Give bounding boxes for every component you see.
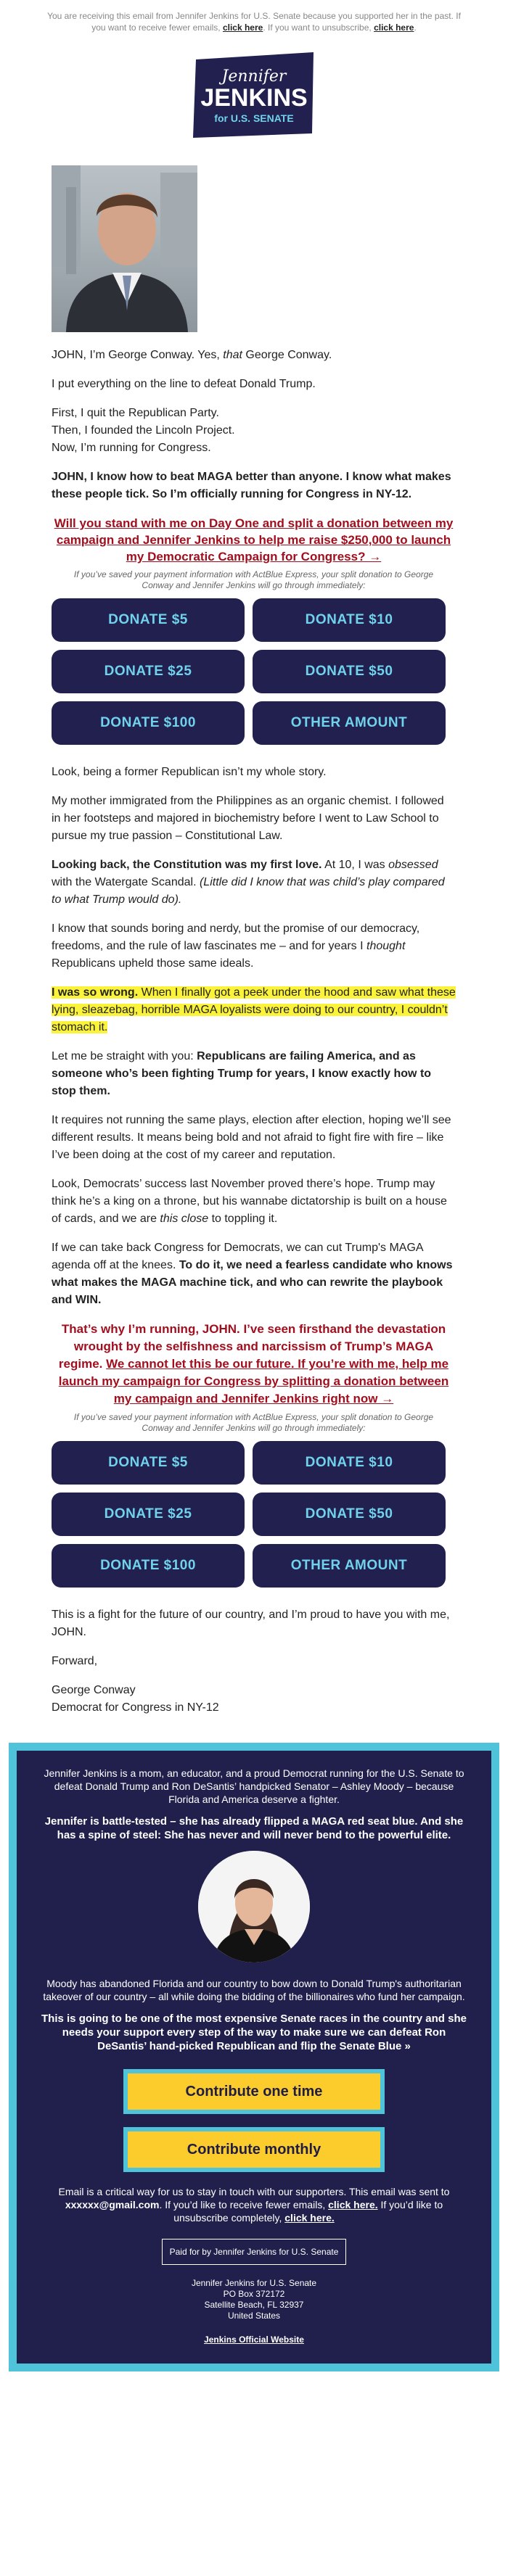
signature-name: George Conway bbox=[52, 1684, 136, 1696]
paragraph: This is a fight for the future of our country, and I’m proud to have you with me, JOHN. bbox=[52, 1609, 450, 1638]
actblue-note: If you’ve saved your payment information with ActBlue Express, your split donation to George Conway and Jennifer Jenkins will go through immediately: bbox=[73, 569, 434, 590]
paragraph: Looking back, the Constitution was my first love. At 10, I was obsessed with the Watergate Scandal. (Little did I know that was child’s play compared to what Trump would do). bbox=[52, 859, 445, 906]
footer-intro: Jennifer Jenkins is a mom, an educator, and a proud Democrat running for the U.S. Senate to defeat Donald Trump and Ron DeSantis’ handpicked Senator – Ashley Moody – because Florida and America deserve a fighter. bbox=[44, 1767, 464, 1805]
closing: Forward, bbox=[52, 1655, 98, 1667]
highlighted-paragraph: I was so wrong. When I finally got a peek under the hood and saw what these lying, sleazebag, horrible MAGA loyalists were doing to our country, I couldn’t stomach it. bbox=[52, 986, 456, 1033]
donate-button-grid bbox=[52, 598, 456, 745]
jennifer-jenkins-photo bbox=[198, 1851, 310, 1962]
paragraph: Let me be straight with you: Republicans are failing America, and as someone who’s been fighting Trump for years, I know exactly how to stop them. bbox=[52, 1050, 432, 1097]
top-notice bbox=[0, 0, 508, 33]
footer-bold-1: Jennifer is battle-tested – she has already flipped a MAGA red seat blue. And she has a spine of steel: She has never and will never bend to the powerful elite. bbox=[44, 1815, 464, 1841]
logo-graphic bbox=[192, 52, 316, 138]
mailing-address: Jennifer Jenkins for U.S. Senate PO Box 372172 Satellite Beach, FL 32937 United States bbox=[191, 2278, 317, 2321]
recipient-email: xxxxxx@gmail.com bbox=[65, 2199, 160, 2210]
signature bbox=[52, 1682, 456, 1717]
donate-50-button[interactable]: DONATE $50 bbox=[253, 1493, 446, 1536]
paragraph: If we can take back Congress for Democrats, we can cut Trump's MAGA agenda off at the knees. To do it, we need a fearless candidate who knows what makes the MAGA machine tick, and who can rewrite the playbook and WIN. bbox=[52, 1242, 453, 1306]
donate-100-button[interactable]: DONATE $100 bbox=[52, 701, 245, 745]
footer-panel bbox=[9, 1743, 499, 2371]
footer-bold-2: This is going to be one of the most expensive Senate races in the country and she needs your support every step of the way to make sure we can defeat Ron DeSantis’ hand-picked Republican and flip the Senate Blue » bbox=[41, 2012, 467, 2052]
history-paragraph: First, I quit the Republican Party. Then, I founded the Lincoln Project. Now, I’m running for Congress. bbox=[52, 407, 235, 454]
letter-body bbox=[0, 347, 508, 1717]
donation-cta-link[interactable]: Will you stand with me on Day One and split a donation between my campaign and Jennifer Jenkins to help me raise $250,000 to launch my Democratic Campaign for Congress? → bbox=[54, 516, 454, 564]
donate-5-button[interactable]: DONATE $5 bbox=[52, 598, 245, 642]
contribute-one-time-button[interactable]: Contribute one time bbox=[123, 2069, 385, 2114]
logo-line2: JENKINS bbox=[200, 84, 308, 112]
actblue-note: If you’ve saved your payment information with ActBlue Express, your split donation to George Conway and Jennifer Jenkins will go through immediately: bbox=[73, 1412, 434, 1433]
donate-5-button[interactable]: DONATE $5 bbox=[52, 1441, 245, 1485]
official-website-link[interactable]: Jenkins Official Website bbox=[204, 2334, 304, 2345]
portrait-graphic bbox=[52, 165, 197, 332]
donate-other-button[interactable]: OTHER AMOUNT bbox=[253, 1544, 446, 1588]
donate-25-button[interactable]: DONATE $25 bbox=[52, 1493, 245, 1536]
paragraph: Look, Democrats’ success last November proved there’s hope. Trump may think he’s a king on a throne, but his wannabe dictatorship is built on a house of cards, and we are this close to toppling it. bbox=[52, 1178, 447, 1225]
george-conway-photo bbox=[52, 165, 197, 332]
fewer-emails-link[interactable]: click here bbox=[222, 22, 263, 33]
bold-paragraph: JOHN, I know how to beat MAGA better than anyone. I know what makes these people tick. So I’m officially running for Congress in NY-12. bbox=[52, 471, 451, 500]
donate-10-button[interactable]: DONATE $10 bbox=[253, 1441, 446, 1485]
unsubscribe-link[interactable]: click here. bbox=[284, 2212, 335, 2224]
notice-text: . If you want to unsubscribe, bbox=[263, 22, 374, 33]
donate-button-grid-2 bbox=[52, 1441, 456, 1588]
donate-10-button[interactable]: DONATE $10 bbox=[253, 598, 446, 642]
notice-text: You are receiving this email from Jennifer Jenkins for U.S. Senate because you supported her in the past. If you want to receive fewer emails, bbox=[47, 11, 461, 33]
donate-25-button[interactable]: DONATE $25 bbox=[52, 650, 245, 693]
avatar-graphic bbox=[198, 1851, 310, 1962]
paragraph: It requires not running the same plays, election after election, hoping we’ll see different results. It means being bold and not afraid to fight fire with fire – like I’ve been doing at the cost of my career and reputation. bbox=[52, 1114, 451, 1161]
notice-text: . bbox=[414, 22, 417, 33]
second-cta bbox=[52, 1321, 456, 1408]
paragraph: I know that sounds boring and nerdy, but the promise of our democracy, freedoms, and the rule of law fascinates me – and for years I thought Republicans upheld those same ideals. bbox=[52, 922, 420, 970]
footer-paragraph: Moody has abandoned Florida and our country to bow down to Donald Trump's authoritarian takeover of our country – all while doing the bidding of the billionaires who fund her campaign. bbox=[43, 1978, 465, 2002]
donate-other-button[interactable]: OTHER AMOUNT bbox=[253, 701, 446, 745]
paid-for-box: Paid for by Jennifer Jenkins for U.S. Senate bbox=[162, 2239, 347, 2265]
signature-title: Democrat for Congress in NY-12 bbox=[52, 1701, 219, 1714]
paragraph: My mother immigrated from the Philippines as an organic chemist. I followed in her footsteps and majored in biochemistry before I went to Law School to pursue my true passion – Constitutional Law. bbox=[52, 795, 444, 842]
fewer-emails-link[interactable]: click here. bbox=[328, 2199, 378, 2210]
logo-line3: for U.S. SENATE bbox=[214, 112, 294, 124]
cta-text: That’s why I’m running, JOHN. I’ve seen firsthand the devastation wrought by the selfishness and narcissism of Trump’s MAGA regime. bbox=[58, 1322, 446, 1371]
greeting-paragraph: JOHN, I’m George Conway. Yes, that George Conway. bbox=[52, 349, 332, 361]
logo-line1: Jennifer bbox=[221, 67, 287, 86]
donate-50-button[interactable]: DONATE $50 bbox=[253, 650, 446, 693]
jenkins-logo bbox=[192, 52, 316, 138]
donation-cta-link-2[interactable]: We cannot let this be our future. If you’re with me, help me launch my campaign for Congress by splitting a donation between my campaign and Jennifer Jenkins right now → bbox=[58, 1357, 449, 1405]
donate-100-button[interactable]: DONATE $100 bbox=[52, 1544, 245, 1588]
footer-email-note: Email is a critical way for us to stay in touch with our supporters. This email was sent to xxxxxx@gmail.com. If you’d like to receive fewer emails, click here. If you’d like to unsubscribe completely, click here. bbox=[58, 2186, 450, 2224]
paragraph: I put everything on the line to defeat Donald Trump. bbox=[52, 378, 316, 390]
contribute-monthly-button[interactable]: Contribute monthly bbox=[123, 2127, 385, 2172]
unsubscribe-link[interactable]: click here bbox=[374, 22, 414, 33]
paragraph: Look, being a former Republican isn’t my whole story. bbox=[52, 766, 327, 778]
